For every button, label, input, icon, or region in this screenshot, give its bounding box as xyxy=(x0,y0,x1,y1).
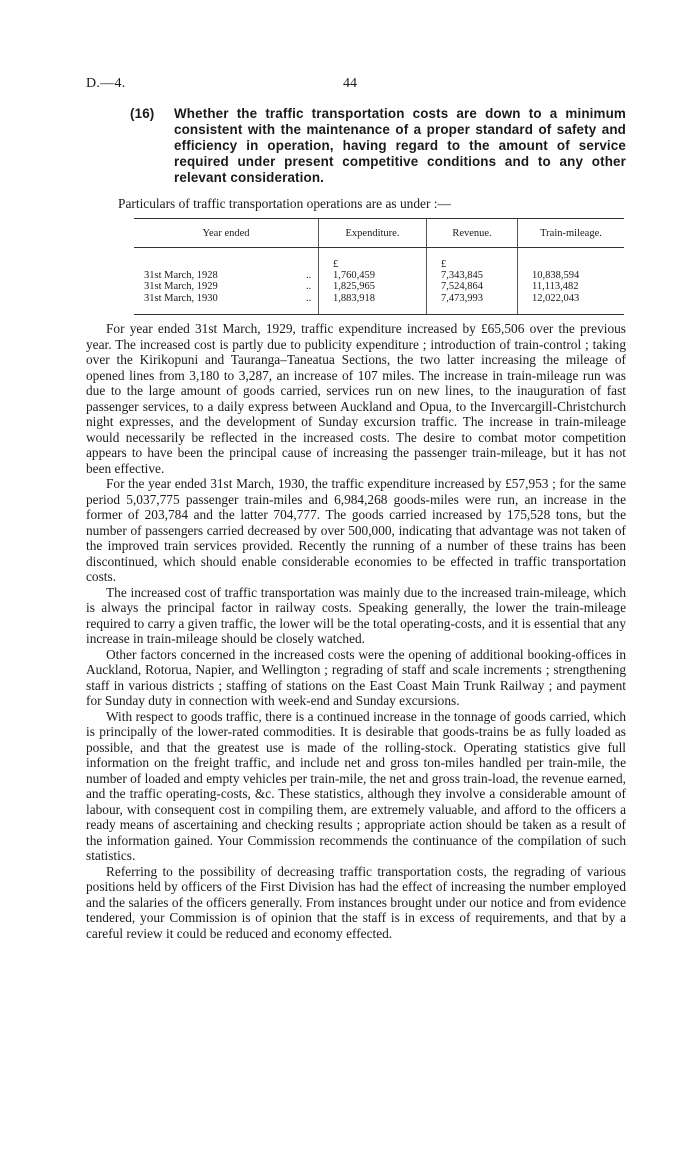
cell-train-mileage: 11,113,482 xyxy=(518,281,625,292)
header-year-ended: Year ended xyxy=(134,219,319,248)
cell-dots: .. xyxy=(306,281,312,293)
header-train-mileage: Train-mileage. xyxy=(518,219,625,248)
cell-revenue: 7,524,864 xyxy=(427,281,518,292)
cell-expenditure: 1,760,459 xyxy=(319,270,427,281)
question-heading xyxy=(130,106,626,186)
header-expenditure: Expenditure. xyxy=(319,219,427,248)
currency-symbol: £ xyxy=(427,248,518,271)
paragraph: With respect to goods traffic, there is a continued increase in the tonnage of goods carried, which is principally of the lower-rated commodities. It is desirable that goods-trains be as fully loaded as possible, and that the greatest use is made of the rolling-stock. Operating statistics give full information on the freight traffic, and include net and gross ton-miles handled per train-mile, the number of loaded and empty vehicles per train-mile, the net and gross train-load, the revenue earned, and the traffic operating-costs, &c. These statistics, although they involve a considerable amount of labour, with consequent cost in compiling them, are extremely valuable, and afford to the officers a ready means of ascertaining and checking results ; appropriate action should be taken as a result of the information gained. Your Commission recommends the continuance of the compilation of such statistics. xyxy=(86,708,626,863)
paragraph: Other factors concerned in the increased costs were the opening of additional booking-offices in Auckland, Rotorua, Napier, and Wellington ; regrading of staff and scale increments ; strengthening staff in various districts ; staffing of stations on the East Coast Main Trunk Railway ; and payment for Sunday duty in connection with week-end and Sunday excursions. xyxy=(86,646,626,708)
paragraph: For year ended 31st March, 1929, traffic expenditure increased by £65,506 over the previous year. The increased cost is partly due to publicity expenditure ; introduction of train-control ; taking over the Kirikopuni and Tauranga–Taneatua Sections, the two latter increasing the mileage of opened lines from 3,180 to 3,287, an increase of 107 miles. The increase in train-mileage run was due to the large amount of goods carried, services run on new lines, to the inauguration of fast passenger services, to a daily express between Auckland and Opua, to the Invercargill-Christchurch night expresses, and the development of Sunday excursion traffic. The increase in train-mileage would necessarily be reflected in the increased costs. The desire to combat motor competition appears to have been the principal cause of increasing the passenger train-mileage, but it has not been effective. xyxy=(86,321,626,476)
header-revenue: Revenue. xyxy=(427,219,518,248)
table-row xyxy=(134,293,624,315)
report-reference: D.—4. xyxy=(86,76,126,91)
cell-revenue: 7,473,993 xyxy=(427,293,518,315)
question-number: (16) xyxy=(130,106,155,121)
cell-year: 31st March, 1928 xyxy=(144,270,218,282)
table-row xyxy=(134,270,624,281)
paragraph: Referring to the possibility of decreasing traffic transportation costs, the regrading of various positions held by officers of the First Division has had the effect of increasing the number employed and the salaries of the officers generally. From instances brought under our notice and from evidence tendered, your Commission is of opinion that the staff is in excess of requirements, and that by a careful review it could be reduced and economy effected. xyxy=(86,863,626,941)
paragraph: The increased cost of traffic transportation was mainly due to the increased train-mileage, which is always the principal factor in railway costs. Speaking generally, the lower the train-mileage required to carry a given traffic, the lower will be the total operating-costs, and it is essential that any increase in train-mileage should be closely watched. xyxy=(86,584,626,646)
page-number: 44 xyxy=(343,76,357,91)
currency-symbol: £ xyxy=(319,248,427,271)
paragraph: For the year ended 31st March, 1930, the traffic expenditure increased by £57,953 ; for the same period 5,037,775 passenger train-miles and 6,984,268 goods-miles were run, an increase in the former of 203,784 and the latter 704,777. The goods carried increased by 175,528 tons, but the number of passengers carried decreased by over 500,000, indicating that advantage was not taken of the improved train services provided. Recently the running of a number of these trains has been discontinued, which should enable considerable economies to be effected in traffic transportation costs. xyxy=(86,476,626,584)
currency-row xyxy=(134,248,624,271)
body-text xyxy=(86,321,626,941)
table-intro: Particulars of traffic transportation operations are as under :— xyxy=(118,196,451,211)
cell-revenue: 7,343,845 xyxy=(427,270,518,281)
traffic-operations-table xyxy=(134,218,624,315)
table-row xyxy=(134,281,624,292)
cell-year: 31st March, 1929 xyxy=(144,281,218,293)
cell-expenditure: 1,883,918 xyxy=(319,293,427,315)
cell-train-mileage: 10,838,594 xyxy=(518,270,625,281)
cell-year: 31st March, 1930 xyxy=(134,293,306,315)
cell-dots: .. xyxy=(306,293,319,315)
cell-train-mileage: 12,022,043 xyxy=(518,293,625,315)
cell-dots: .. xyxy=(306,270,312,282)
question-text: Whether the traffic transportation costs are down to a minimum consistent with the maintenance of a proper standard of safety and efficiency in operation, having regard to the amount of service required under present competitive conditions and to any other relevant consideration. xyxy=(174,106,626,185)
table-header-row xyxy=(134,219,624,248)
cell-expenditure: 1,825,965 xyxy=(319,281,427,292)
